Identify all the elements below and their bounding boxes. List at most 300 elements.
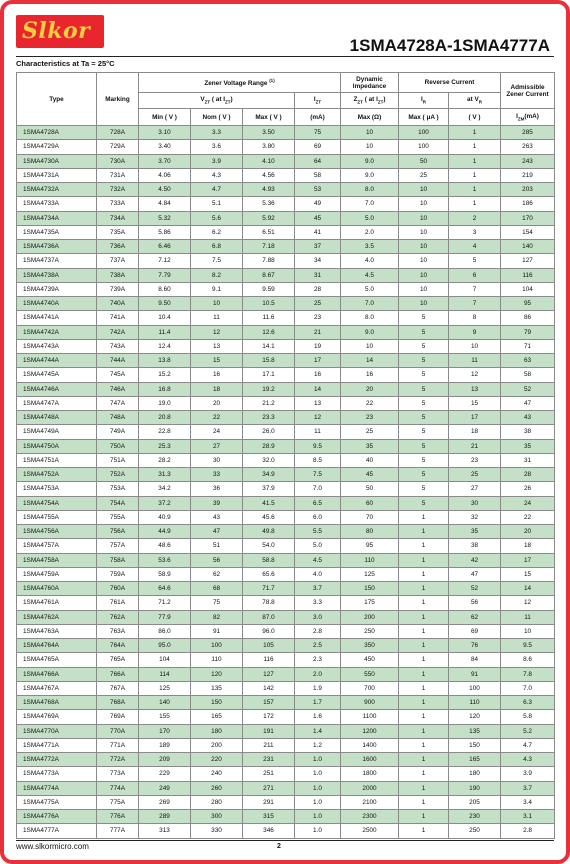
table-cell: 175	[341, 596, 399, 610]
table-cell: 2.5	[295, 639, 341, 653]
table-cell: 189	[139, 738, 191, 752]
table-cell: 116	[243, 653, 295, 667]
table-cell: 39	[191, 496, 243, 510]
table-cell: 190	[449, 781, 501, 795]
table-cell: 10.4	[139, 311, 191, 325]
table-cell: 1SMA4748A	[17, 411, 97, 425]
footer-divider	[16, 840, 554, 841]
table-row	[17, 681, 555, 695]
table-cell: 1SMA4767A	[17, 681, 97, 695]
table-cell: 1	[449, 168, 501, 182]
table-cell: 2500	[341, 824, 399, 838]
table-cell: 21	[449, 439, 501, 453]
table-row	[17, 738, 555, 752]
table-cell: 47	[449, 567, 501, 581]
table-cell: 1	[399, 667, 449, 681]
table-cell: 1SMA4730A	[17, 154, 97, 168]
table-cell: 751A	[97, 453, 139, 467]
table-cell: 900	[341, 696, 399, 710]
table-cell: 734A	[97, 211, 139, 225]
table-cell: 730A	[97, 154, 139, 168]
table-cell: 269	[139, 795, 191, 809]
table-cell: 1.6	[295, 710, 341, 724]
table-row	[17, 439, 555, 453]
table-cell: 12.4	[139, 339, 191, 353]
table-cell: 65.6	[243, 567, 295, 581]
table-cell: 100	[399, 140, 449, 154]
col-ir: $I_R$	[399, 93, 449, 109]
table-cell: 1	[399, 582, 449, 596]
table-cell: 8.6	[501, 653, 555, 667]
table-cell: 41.5	[243, 496, 295, 510]
table-cell: 1SMA4731A	[17, 168, 97, 182]
table-cell: 1SMA4728A	[17, 126, 97, 140]
table-row	[17, 610, 555, 624]
table-row	[17, 311, 555, 325]
table-cell: 14	[501, 582, 555, 596]
table-cell: 1	[399, 639, 449, 653]
table-cell: 150	[191, 696, 243, 710]
table-cell: 3.3	[295, 596, 341, 610]
table-cell: 285	[501, 126, 555, 140]
header-divider	[16, 56, 554, 57]
table-row	[17, 667, 555, 681]
table-cell: 23	[341, 411, 399, 425]
table-cell: 7	[449, 297, 501, 311]
table-cell: 1.0	[295, 781, 341, 795]
table-cell: 71.2	[139, 596, 191, 610]
table-row	[17, 453, 555, 467]
table-cell: 17.1	[243, 368, 295, 382]
table-cell: 100	[399, 126, 449, 140]
col-izt: $I_{ZT}$	[295, 93, 341, 109]
table-cell: 135	[191, 681, 243, 695]
table-row	[17, 411, 555, 425]
table-row	[17, 126, 555, 140]
table-row	[17, 767, 555, 781]
table-cell: 127	[501, 254, 555, 268]
table-cell: 1.0	[295, 767, 341, 781]
table-cell: 24	[501, 496, 555, 510]
table-cell: 86.0	[139, 624, 191, 638]
table-cell: 2.0	[295, 667, 341, 681]
table-cell: 2.8	[501, 824, 555, 838]
table-row	[17, 596, 555, 610]
table-cell: 750A	[97, 439, 139, 453]
table-cell: 71.7	[243, 582, 295, 596]
table-cell: 10	[399, 183, 449, 197]
table-cell: 18	[191, 382, 243, 396]
table-cell: 1SMA4777A	[17, 824, 97, 838]
table-cell: 5.6	[191, 211, 243, 225]
table-cell: 86	[501, 311, 555, 325]
table-cell: 140	[139, 696, 191, 710]
table-cell: 2	[449, 211, 501, 225]
table-cell: 4.0	[341, 254, 399, 268]
table-cell: 346	[243, 824, 295, 838]
table-cell: 69	[295, 140, 341, 154]
table-row	[17, 339, 555, 353]
table-cell: 774A	[97, 781, 139, 795]
table-cell: 743A	[97, 339, 139, 353]
table-cell: 16.8	[139, 382, 191, 396]
table-cell: 10	[399, 254, 449, 268]
table-cell: 4	[449, 240, 501, 254]
table-cell: 2300	[341, 810, 399, 824]
table-cell: 735A	[97, 225, 139, 239]
table-cell: 9.50	[139, 297, 191, 311]
table-cell: 1SMA4738A	[17, 268, 97, 282]
table-cell: 1	[399, 539, 449, 553]
table-cell: 120	[449, 710, 501, 724]
table-cell: 170	[139, 724, 191, 738]
col-admissible: Admissible Zener Current	[501, 73, 555, 109]
table-cell: 1	[449, 154, 501, 168]
table-cell: 1SMA4763A	[17, 624, 97, 638]
table-cell: 45	[295, 211, 341, 225]
table-cell: 64	[295, 154, 341, 168]
table-cell: 26.0	[243, 425, 295, 439]
table-cell: 1800	[341, 767, 399, 781]
table-cell: 3.9	[501, 767, 555, 781]
table-row	[17, 297, 555, 311]
table-cell: 12	[449, 368, 501, 382]
table-cell: 8.2	[191, 268, 243, 282]
table-cell: 2.8	[295, 624, 341, 638]
table-cell: 5	[399, 496, 449, 510]
table-cell: 16	[191, 368, 243, 382]
table-cell: 78.8	[243, 596, 295, 610]
table-cell: 28.2	[139, 453, 191, 467]
table-cell: 1.0	[295, 810, 341, 824]
table-row	[17, 624, 555, 638]
table-cell: 1SMA4743A	[17, 339, 97, 353]
table-cell: 1	[399, 767, 449, 781]
table-cell: 1SMA4747A	[17, 396, 97, 410]
table-cell: 229	[139, 767, 191, 781]
table-cell: 1SMA4752A	[17, 468, 97, 482]
table-cell: 741A	[97, 311, 139, 325]
table-cell: 1SMA4739A	[17, 282, 97, 296]
table-cell: 34.9	[243, 468, 295, 482]
table-cell: 23	[449, 453, 501, 467]
table-cell: 6.5	[295, 496, 341, 510]
table-cell: 1SMA4775A	[17, 795, 97, 809]
table-cell: 1	[449, 140, 501, 154]
table-cell: 5.86	[139, 225, 191, 239]
table-cell: 4.56	[243, 168, 295, 182]
table-cell: 62	[191, 567, 243, 581]
table-cell: 35	[449, 525, 501, 539]
table-cell: 13	[449, 382, 501, 396]
table-cell: 2.3	[295, 653, 341, 667]
table-cell: 165	[191, 710, 243, 724]
table-cell: 776A	[97, 810, 139, 824]
table-cell: 280	[191, 795, 243, 809]
table-cell: 749A	[97, 425, 139, 439]
table-cell: 1.4	[295, 724, 341, 738]
table-cell: 23.3	[243, 411, 295, 425]
table-cell: 52	[501, 382, 555, 396]
table-cell: 47	[501, 396, 555, 410]
table-cell: 154	[501, 225, 555, 239]
table-row	[17, 382, 555, 396]
table-row	[17, 183, 555, 197]
col-min: Min ( V )	[139, 109, 191, 126]
table-cell: 1200	[341, 724, 399, 738]
table-cell: 4.3	[191, 168, 243, 182]
table-cell: 10.5	[243, 297, 295, 311]
table-cell: 28	[295, 282, 341, 296]
table-cell: 20.8	[139, 411, 191, 425]
table-cell: 4.5	[295, 553, 341, 567]
table-cell: 91	[449, 667, 501, 681]
table-cell: 8.0	[341, 183, 399, 197]
table-cell: 2000	[341, 781, 399, 795]
table-row	[17, 140, 555, 154]
table-cell: 105	[243, 639, 295, 653]
table-cell: 84	[449, 653, 501, 667]
table-cell: 760A	[97, 582, 139, 596]
table-cell: 9.5	[501, 639, 555, 653]
table-cell: 155	[139, 710, 191, 724]
table-cell: 5.5	[295, 525, 341, 539]
table-cell: 19.2	[243, 382, 295, 396]
col-nom: Nom ( V )	[191, 109, 243, 126]
table-cell: 5	[399, 453, 449, 467]
table-cell: 135	[449, 724, 501, 738]
table-cell: 1.7	[295, 696, 341, 710]
table-cell: 1	[399, 567, 449, 581]
table-cell: 4.06	[139, 168, 191, 182]
table-cell: 1SMA4736A	[17, 240, 97, 254]
table-cell: 127	[243, 667, 295, 681]
table-cell: 165	[449, 753, 501, 767]
table-cell: 82	[191, 610, 243, 624]
table-cell: 1SMA4742A	[17, 325, 97, 339]
table-cell: 15.8	[243, 354, 295, 368]
table-cell: 1SMA4773A	[17, 767, 97, 781]
table-cell: 777A	[97, 824, 139, 838]
table-cell: 1	[399, 510, 449, 524]
table-cell: 761A	[97, 596, 139, 610]
table-cell: 1SMA4756A	[17, 525, 97, 539]
table-cell: 3.80	[243, 140, 295, 154]
table-cell: 731A	[97, 168, 139, 182]
table-cell: 733A	[97, 197, 139, 211]
table-cell: 50	[341, 482, 399, 496]
table-cell: 30	[191, 453, 243, 467]
table-cell: 56	[449, 596, 501, 610]
table-cell: 125	[139, 681, 191, 695]
table-cell: 10	[399, 268, 449, 282]
table-cell: 3.5	[341, 240, 399, 254]
table-cell: 1SMA4732A	[17, 183, 97, 197]
table-cell: 1SMA4744A	[17, 354, 97, 368]
table-cell: 764A	[97, 639, 139, 653]
table-cell: 52	[449, 582, 501, 596]
table-row	[17, 582, 555, 596]
table-cell: 732A	[97, 183, 139, 197]
table-cell: 230	[449, 810, 501, 824]
table-cell: 31	[501, 453, 555, 467]
table-row	[17, 810, 555, 824]
table-cell: 58	[295, 168, 341, 182]
table-cell: 79	[501, 325, 555, 339]
col-zzt: $Z_{ZT}$ ( at $I_{ZT}$)	[341, 93, 399, 109]
table-row	[17, 197, 555, 211]
table-cell: 5	[399, 425, 449, 439]
table-cell: 5.0	[341, 211, 399, 225]
table-cell: 3.10	[139, 126, 191, 140]
table-cell: 3.7	[501, 781, 555, 795]
table-cell: 13	[191, 339, 243, 353]
table-cell: 34	[295, 254, 341, 268]
table-cell: 740A	[97, 297, 139, 311]
table-cell: 756A	[97, 525, 139, 539]
table-cell: 1SMA4766A	[17, 667, 97, 681]
table-cell: 757A	[97, 539, 139, 553]
table-cell: 53.6	[139, 553, 191, 567]
table-cell: 249	[139, 781, 191, 795]
table-cell: 25	[295, 297, 341, 311]
table-cell: 14	[341, 354, 399, 368]
col-reverse-current: Reverse Current	[399, 73, 501, 93]
table-cell: 49	[295, 197, 341, 211]
table-cell: 1SMA4749A	[17, 425, 97, 439]
table-cell: 6	[449, 268, 501, 282]
table-row	[17, 553, 555, 567]
table-cell: 41	[295, 225, 341, 239]
table-cell: 1.0	[295, 795, 341, 809]
table-cell: 15	[501, 567, 555, 581]
table-cell: 1	[399, 810, 449, 824]
table-cell: 550	[341, 667, 399, 681]
table-cell: 8.0	[341, 311, 399, 325]
table-cell: 1SMA4737A	[17, 254, 97, 268]
table-cell: 58.8	[243, 553, 295, 567]
table-cell: 1SMA4772A	[17, 753, 97, 767]
table-cell: 4.0	[295, 567, 341, 581]
table-cell: 37.9	[243, 482, 295, 496]
table-cell: 772A	[97, 753, 139, 767]
table-cell: 5.36	[243, 197, 295, 211]
table-cell: 44.9	[139, 525, 191, 539]
table-cell: 3.7	[295, 582, 341, 596]
table-cell: 205	[449, 795, 501, 809]
table-cell: 1SMA4776A	[17, 810, 97, 824]
table-row	[17, 225, 555, 239]
table-cell: 75	[191, 596, 243, 610]
table-cell: 100	[449, 681, 501, 695]
table-cell: 9	[449, 325, 501, 339]
table-row	[17, 211, 555, 225]
table-cell: 7.0	[501, 681, 555, 695]
table-row	[17, 710, 555, 724]
table-cell: 1	[399, 781, 449, 795]
table-cell: 1SMA4740A	[17, 297, 97, 311]
table-cell: 114	[139, 667, 191, 681]
table-cell: 15.2	[139, 368, 191, 382]
table-cell: 53	[295, 183, 341, 197]
table-cell: 1SMA4755A	[17, 510, 97, 524]
table-cell: 12	[501, 596, 555, 610]
table-cell: 47	[191, 525, 243, 539]
table-cell: 737A	[97, 254, 139, 268]
table-cell: 12	[295, 411, 341, 425]
table-cell: 745A	[97, 368, 139, 382]
table-cell: 220	[191, 753, 243, 767]
table-cell: 116	[501, 268, 555, 282]
table-cell: 9.0	[341, 168, 399, 182]
table-cell: 43	[501, 411, 555, 425]
table-cell: 5.92	[243, 211, 295, 225]
table-cell: 729A	[97, 140, 139, 154]
table-cell: 3.1	[501, 810, 555, 824]
table-row	[17, 781, 555, 795]
table-cell: 25	[399, 168, 449, 182]
table-cell: 11.6	[243, 311, 295, 325]
table-row	[17, 653, 555, 667]
table-cell: 1SMA4758A	[17, 553, 97, 567]
table-cell: 150	[341, 582, 399, 596]
table-cell: 755A	[97, 510, 139, 524]
characteristics-table	[16, 72, 555, 839]
table-cell: 5	[399, 325, 449, 339]
table-cell: 1	[399, 696, 449, 710]
table-row	[17, 325, 555, 339]
table-cell: 9.0	[341, 154, 399, 168]
table-cell: 1SMA4734A	[17, 211, 97, 225]
table-cell: 313	[139, 824, 191, 838]
table-cell: 70	[341, 510, 399, 524]
table-cell: 33	[191, 468, 243, 482]
table-cell: 62	[449, 610, 501, 624]
table-cell: 250	[341, 624, 399, 638]
table-cell: 1	[399, 824, 449, 838]
table-cell: 4.10	[243, 154, 295, 168]
table-row	[17, 496, 555, 510]
col-max: Max ( V )	[243, 109, 295, 126]
table-cell: 1	[399, 653, 449, 667]
table-cell: 45.6	[243, 510, 295, 524]
table-cell: 104	[501, 282, 555, 296]
table-cell: 1600	[341, 753, 399, 767]
table-cell: 1	[399, 710, 449, 724]
table-cell: 250	[449, 824, 501, 838]
table-cell: 10	[399, 240, 449, 254]
table-cell: 330	[191, 824, 243, 838]
table-cell: 186	[501, 197, 555, 211]
table-cell: 68	[191, 582, 243, 596]
col-zzt-unit: Max (Ω)	[341, 109, 399, 126]
table-cell: 1	[399, 596, 449, 610]
table-cell: 48.6	[139, 539, 191, 553]
logo-text: Slkor	[22, 18, 91, 44]
table-cell: 11	[191, 311, 243, 325]
table-cell: 1100	[341, 710, 399, 724]
table-cell: 63	[501, 354, 555, 368]
table-cell: 11	[449, 354, 501, 368]
table-cell: 200	[341, 610, 399, 624]
table-cell: 7.79	[139, 268, 191, 282]
table-cell: 231	[243, 753, 295, 767]
footer-url[interactable]: www.slkormicro.com	[16, 842, 89, 851]
table-cell: 10	[449, 339, 501, 353]
table-cell: 157	[243, 696, 295, 710]
table-cell: 38	[501, 425, 555, 439]
table-cell: 1SMA4754A	[17, 496, 97, 510]
